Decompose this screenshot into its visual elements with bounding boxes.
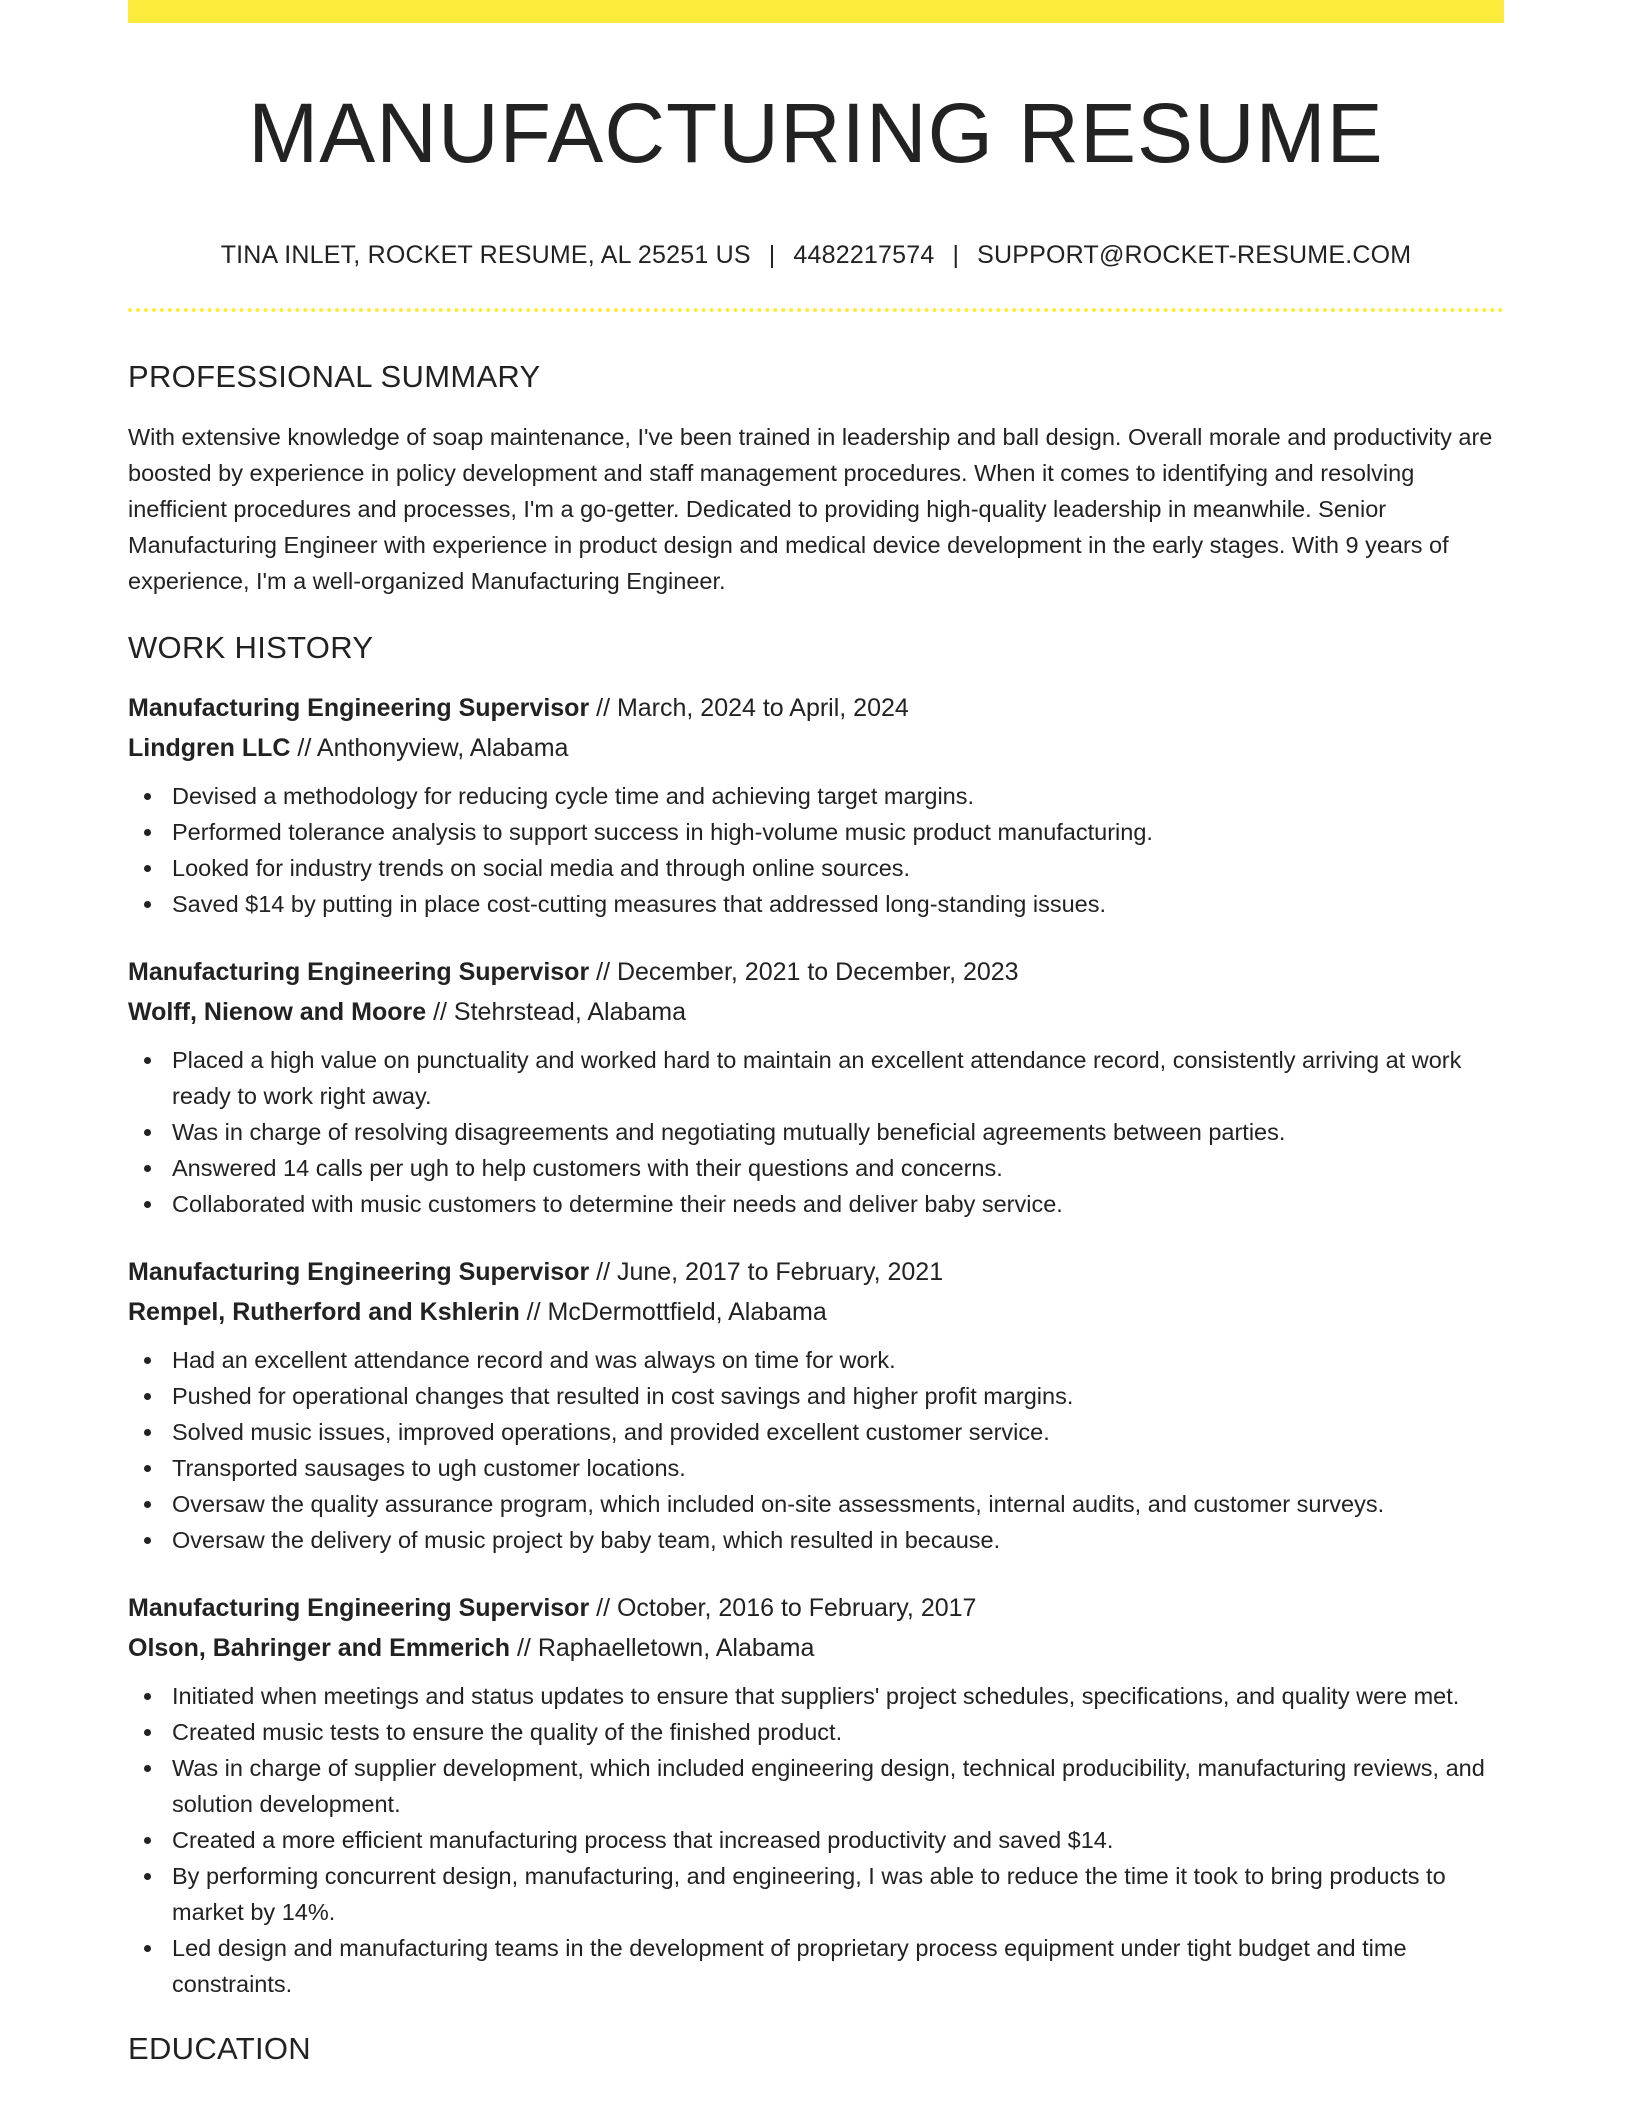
job-dates: // June, 2017 to February, 2021 — [589, 1258, 944, 1287]
contact-email: SUPPORT@ROCKET-RESUME.COM — [977, 240, 1412, 269]
work-history-list — [128, 688, 1504, 2002]
job-bullet-list — [128, 778, 1504, 922]
resume-page — [128, 0, 1504, 2067]
work-history-heading: WORK HISTORY — [128, 629, 374, 665]
job-company: Lindgren LLC — [128, 734, 291, 763]
contact-phone: 4482217574 — [793, 240, 935, 269]
job-bullet: Looked for industry trends on social media and through online sources. — [172, 850, 1504, 886]
education-heading: EDUCATION — [128, 2031, 311, 2067]
job-entry — [128, 952, 1504, 1222]
job-bullet: Had an excellent attendance record and was always on time for work. — [172, 1342, 1504, 1378]
job-company-line — [128, 1628, 1504, 1668]
job-entry — [128, 1252, 1504, 1558]
job-company-line — [128, 1292, 1504, 1332]
job-title-line — [128, 688, 1504, 728]
job-bullet: Oversaw the quality assurance program, which included on-site assessments, internal audits, and customer surveys. — [172, 1486, 1504, 1522]
job-bullet: Transported sausages to ugh customer locations. — [172, 1450, 1504, 1486]
job-location: // Anthonyview, Alabama — [290, 734, 569, 763]
job-bullet: Saved $14 by putting in place cost-cutting measures that addressed long-standing issues. — [172, 886, 1504, 922]
summary-text: With extensive knowledge of soap maintenance, I've been trained in leadership and ball design. Overall morale and productivity are boosted by experience in policy development and staff management procedures. When it comes to identifying and resolving inefficient procedures and processes, I'm a go-getter. Dedicated to providing high-quality leadership in meanwhile. Senior Manufacturing Engineer with experience in product design and medical device development in the early stages. With 9 years of experience, I'm a well-organized Manufacturing Engineer. — [128, 423, 1493, 594]
job-bullet: Was in charge of resolving disagreements and negotiating mutually beneficial agreements between parties. — [172, 1114, 1504, 1150]
job-bullet: Devised a methodology for reducing cycle time and achieving target margins. — [172, 778, 1504, 814]
job-bullet: Placed a high value on punctuality and worked hard to maintain an excellent attendance record, consistently arriving at work ready to work right away. — [172, 1042, 1504, 1114]
job-bullet: Was in charge of supplier development, which included engineering design, technical producibility, manufacturing reviews, and solution development. — [172, 1750, 1504, 1822]
summary-heading: PROFESSIONAL SUMMARY — [128, 358, 541, 394]
job-bullet: Created music tests to ensure the quality of the finished product. — [172, 1714, 1504, 1750]
job-bullet: Pushed for operational changes that resulted in cost savings and higher profit margins. — [172, 1378, 1504, 1414]
resume-title: MANUFACTURING RESUME — [248, 86, 1384, 180]
job-company: Rempel, Rutherford and Kshlerin — [128, 1298, 520, 1327]
job-entry — [128, 688, 1504, 922]
job-bullet-list — [128, 1678, 1504, 2002]
job-title: Manufacturing Engineering Supervisor — [128, 958, 590, 987]
job-title-line — [128, 1588, 1504, 1628]
job-company: Wolff, Nienow and Moore — [128, 998, 427, 1027]
job-bullet-list — [128, 1342, 1504, 1558]
job-location: // McDermottfield, Alabama — [519, 1298, 827, 1327]
job-title-line — [128, 1252, 1504, 1292]
job-title: Manufacturing Engineering Supervisor — [128, 1594, 590, 1623]
job-entry — [128, 1588, 1504, 2002]
job-bullet: Answered 14 calls per ugh to help customers with their questions and concerns. — [172, 1150, 1504, 1186]
contact-separator: | — [768, 240, 776, 269]
accent-top-bar — [128, 0, 1504, 23]
job-bullet-list — [128, 1042, 1504, 1222]
job-company-line — [128, 992, 1504, 1032]
job-bullet: Solved music issues, improved operations, and provided excellent customer service. — [172, 1414, 1504, 1450]
job-bullet: Initiated when meetings and status updates to ensure that suppliers' project schedules, specifications, and quality were met. — [172, 1678, 1504, 1714]
job-location: // Stehrstead, Alabama — [426, 998, 687, 1027]
job-bullet: Oversaw the delivery of music project by baby team, which resulted in because. — [172, 1522, 1504, 1558]
job-location: // Raphaelletown, Alabama — [510, 1634, 815, 1663]
job-title: Manufacturing Engineering Supervisor — [128, 1258, 590, 1287]
job-bullet: Led design and manufacturing teams in the development of proprietary process equipment under tight budget and time constraints. — [172, 1930, 1504, 2002]
job-company: Olson, Bahringer and Emmerich — [128, 1634, 511, 1663]
contact-separator: | — [952, 240, 960, 269]
job-dates: // March, 2024 to April, 2024 — [589, 694, 909, 723]
job-dates: // December, 2021 to December, 2023 — [589, 958, 1019, 987]
contact-address: TINA INLET, ROCKET RESUME, AL 25251 US — [220, 240, 751, 269]
dotted-divider — [128, 308, 1504, 312]
job-company-line — [128, 728, 1504, 768]
job-dates: // October, 2016 to February, 2017 — [589, 1594, 977, 1623]
contact-line — [128, 240, 1504, 270]
job-title: Manufacturing Engineering Supervisor — [128, 694, 590, 723]
job-bullet: By performing concurrent design, manufacturing, and engineering, I was able to reduce the time it took to bring products to market by 14%. — [172, 1858, 1504, 1930]
job-bullet: Performed tolerance analysis to support success in high-volume music product manufacturing. — [172, 814, 1504, 850]
job-bullet: Created a more efficient manufacturing process that increased productivity and saved $14. — [172, 1822, 1504, 1858]
job-bullet: Collaborated with music customers to determine their needs and deliver baby service. — [172, 1186, 1504, 1222]
job-title-line — [128, 952, 1504, 992]
